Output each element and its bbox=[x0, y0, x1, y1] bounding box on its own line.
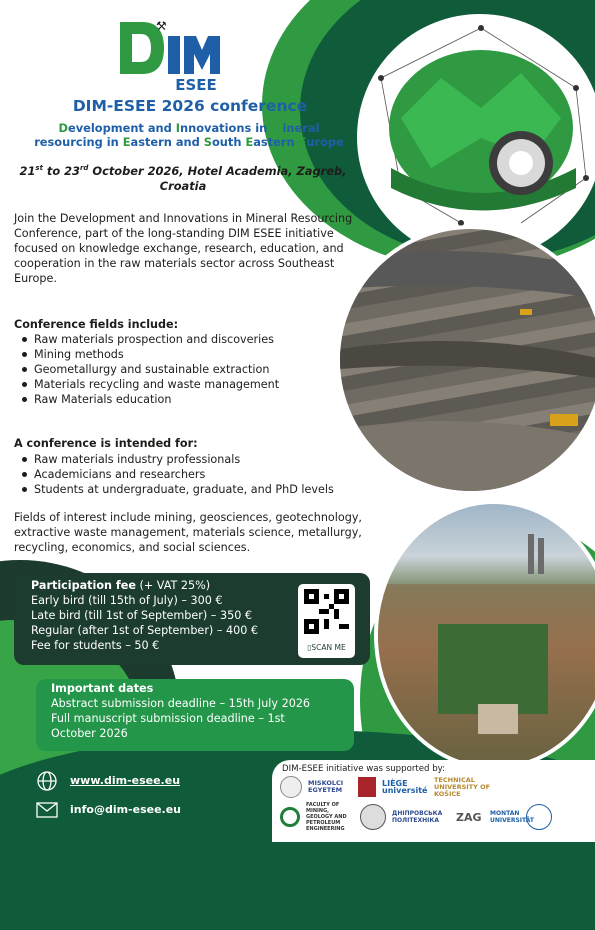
fee-line: Late bird (till 1st of September) – 350 € bbox=[31, 609, 252, 622]
montan-logo: MONTAN UNIVERSITÄT bbox=[490, 810, 534, 824]
page-title: DIM-ESEE 2026 conference bbox=[72, 97, 308, 115]
miskolc-logo: MISKOLCI EGYETEM bbox=[308, 779, 344, 794]
date-line: Abstract submission deadline – 15th July 2026 bbox=[51, 697, 311, 710]
list-item: Academicians and researchers bbox=[14, 467, 394, 482]
shield-logo bbox=[358, 777, 376, 797]
fields-heading: Conference fields include: bbox=[14, 318, 179, 331]
supporter-logos-row1 bbox=[280, 776, 504, 798]
logo-esee-text: ESEE bbox=[175, 76, 217, 94]
list-item: Students at undergraduate, graduate, and PhD levels bbox=[14, 482, 394, 497]
zagreb-faculty-logo: FACULTY OF MINING, GEOLOGY AND PETROLEUM ENGINEERING bbox=[306, 802, 347, 832]
fee-vat: (+ VAT 25%) bbox=[135, 579, 211, 592]
list-item: Materials recycling and waste management bbox=[14, 377, 334, 392]
intro-paragraph: Join the Development and Innovations in Mineral Resourcing Conference, part of the long-standing DIM ESEE initiative focused on knowledge exchange, research, education, and cooperation in the raw materials sector across Southeast Europe. bbox=[14, 212, 353, 285]
fields-list bbox=[14, 332, 334, 407]
dim-esee-logo bbox=[116, 16, 220, 96]
list-item: Raw materials prospection and discoveries bbox=[14, 332, 334, 347]
date-line: Full manuscript submission deadline – 1st bbox=[51, 712, 285, 725]
seal-logo-3 bbox=[526, 804, 552, 830]
seal-logo bbox=[280, 776, 302, 798]
fee-title: Participation fee bbox=[31, 579, 136, 592]
fee-line: Regular (after 1st of September) – 400 € bbox=[31, 624, 259, 637]
svg-text:⚒: ⚒ bbox=[156, 19, 167, 33]
seal-logo-2 bbox=[360, 804, 386, 830]
globe-icon bbox=[36, 770, 58, 796]
fields-of-interest: Fields of interest include mining, geosciences, geotechnology, extractive waste management, materials science, metallurgy, recycling, economics, and social sciences. bbox=[14, 511, 362, 554]
conference-subtitle: Development and Innovations in Mineral resourcing in Eastern and South Eastern Europe bbox=[34, 121, 344, 149]
helmet-image bbox=[357, 14, 595, 260]
qr-code-icon[interactable] bbox=[304, 589, 349, 634]
mail-icon bbox=[36, 802, 58, 822]
fee-line: Fee for students – 50 € bbox=[31, 639, 160, 652]
list-item: Raw Materials education bbox=[14, 392, 334, 407]
event-dates-location: 21st to 23rd October 2026, Hotel Academia, Zagreb, Croatia bbox=[19, 163, 347, 193]
important-dates-box bbox=[36, 679, 354, 751]
supporter-logos-row2 bbox=[280, 802, 552, 832]
audience-heading: A conference is intended for: bbox=[14, 437, 198, 450]
ring-logo bbox=[280, 807, 300, 827]
audience-list bbox=[14, 452, 394, 497]
liege-logo: LIÈGE université bbox=[382, 779, 428, 795]
website-link[interactable]: www.dim-esee.eu bbox=[70, 774, 181, 787]
supported-heading: DIM-ESEE initiative was supported by: bbox=[282, 764, 446, 774]
scan-me-label: ▯SCAN ME bbox=[307, 643, 346, 652]
email-link[interactable]: info@dim-esee.eu bbox=[70, 803, 182, 816]
kosice-logo: TECHNICAL UNIVERSITY OF KOŠICE bbox=[434, 775, 491, 798]
dnipro-logo: ДНІПРОВСЬКА ПОЛІТЕХНІКА bbox=[392, 810, 443, 824]
list-item: Mining methods bbox=[14, 347, 334, 362]
zag-logo: ZAG bbox=[456, 810, 482, 824]
list-item: Raw materials industry professionals bbox=[14, 452, 394, 467]
fee-line: Early bird (till 15th of July) – 300 € bbox=[31, 594, 223, 607]
important-dates-title: Important dates bbox=[51, 682, 154, 695]
date-line: October 2026 bbox=[51, 727, 128, 740]
list-item: Geometallurgy and sustainable extraction bbox=[14, 362, 334, 377]
